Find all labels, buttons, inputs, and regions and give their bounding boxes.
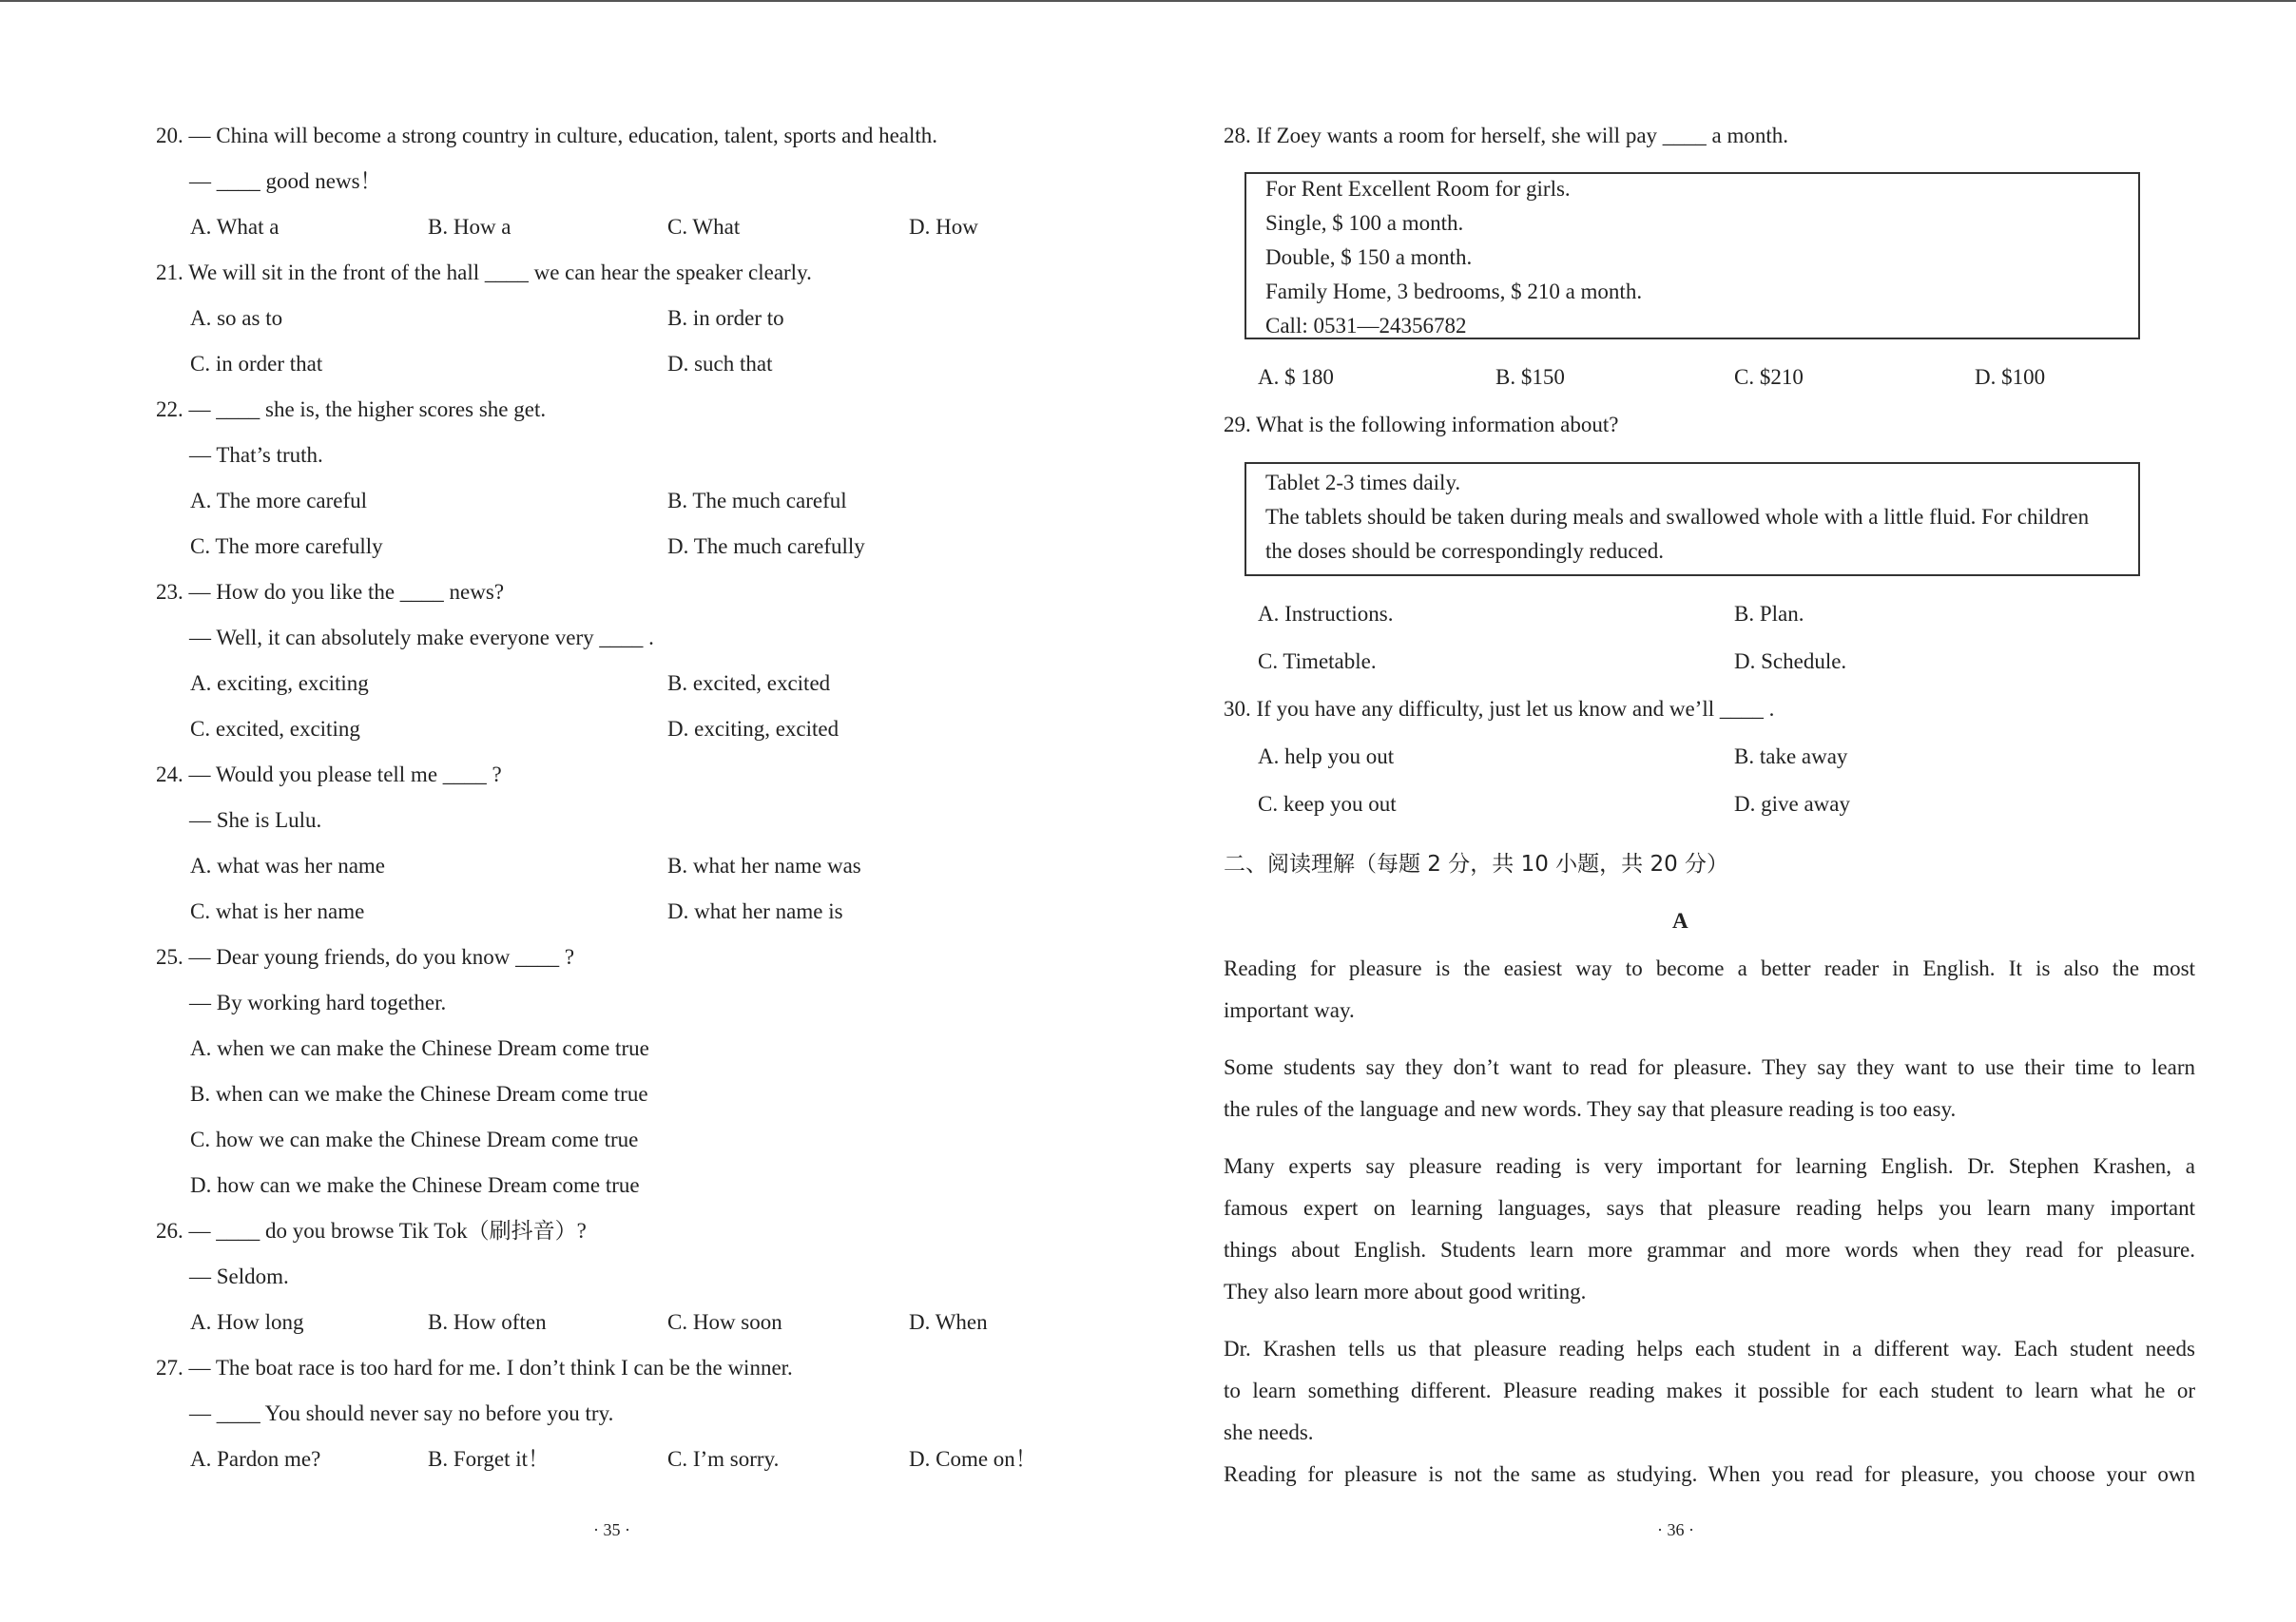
question-30-option-b: B. take away	[1734, 744, 1848, 768]
rent-notice-line: Single, $ 100 a month.	[1265, 211, 1464, 235]
question-27-reply: — ____ You should never say no before you try.	[189, 1401, 614, 1425]
question-20-stem: 20. — China will become a strong country in culture, education, talent, sports and health.	[156, 124, 938, 147]
paragraph-line: she needs.	[1224, 1420, 1314, 1444]
question-21-option-a: A. so as to	[190, 306, 283, 330]
question-24-option-d: D. what her name is	[667, 899, 843, 923]
question-27-option-a: A. Pardon me?	[190, 1447, 321, 1471]
rent-notice-line: Call: 0531—24356782	[1265, 314, 1467, 338]
question-20-option-d: D. How	[909, 215, 978, 239]
paragraph-line: Reading for pleasure is not the same as studying. When you read for pleasure, you choose your own	[1224, 1462, 2195, 1486]
medicine-instructions-line: Tablet 2-3 times daily.	[1265, 471, 1461, 494]
paragraph-line: They also learn more about good writing.	[1224, 1280, 1587, 1303]
question-25-option-c: C. how we can make the Chinese Dream come true	[190, 1128, 639, 1151]
question-28-option-a: A. $ 180	[1258, 365, 1334, 389]
question-20-option-b: B. How a	[428, 215, 511, 239]
paragraph-line: to learn something different. Pleasure reading makes it possible for each student to learn what he or	[1224, 1379, 2195, 1402]
question-27-option-d: D. Come on！	[909, 1447, 1037, 1471]
medicine-instructions-box	[1244, 462, 2140, 576]
question-25-option-a: A. when we can make the Chinese Dream come true	[190, 1036, 649, 1060]
question-25-option-d: D. how can we make the Chinese Dream come true	[190, 1173, 640, 1197]
question-29-stem: 29. What is the following information about?	[1224, 413, 1619, 436]
page-36	[1148, 0, 2296, 1622]
question-21-option-c: C. in order that	[190, 352, 323, 376]
question-27-stem: 27. — The boat race is too hard for me. I don’t think I can be the winner.	[156, 1356, 793, 1380]
question-21-option-d: D. such that	[667, 352, 773, 376]
question-23-option-d: D. exciting, excited	[667, 717, 839, 741]
question-29-option-a: A. Instructions.	[1258, 602, 1394, 626]
paragraph-line: Reading for pleasure is the easiest way to become a better reader in English. It is also the most	[1224, 956, 2195, 980]
paragraph-line: Many experts say pleasure reading is very important for learning English. Dr. Stephen Krashen, a	[1224, 1154, 2195, 1178]
paragraph-line: Some students say they don’t want to read for pleasure. They say they want to use their time to learn	[1224, 1055, 2195, 1079]
question-26-option-c: C. How soon	[667, 1310, 782, 1334]
passage-label: A	[1672, 909, 1688, 933]
question-27-option-c: C. I’m sorry.	[667, 1447, 780, 1471]
paragraph-line: famous expert on learning languages, says that pleasure reading helps you learn many important	[1224, 1196, 2195, 1220]
question-27-option-b: B. Forget it！	[428, 1447, 550, 1471]
question-23-option-b: B. excited, excited	[667, 671, 831, 695]
question-22-option-c: C. The more carefully	[190, 534, 383, 558]
question-28-stem: 28. If Zoey wants a room for herself, she will pay ____ a month.	[1224, 124, 1789, 147]
question-26-reply: — Seldom.	[189, 1265, 289, 1288]
question-21-stem: 21. We will sit in the front of the hall ____ we can hear the speaker clearly.	[156, 261, 812, 284]
medicine-instructions-line: the doses should be correspondingly reduced.	[1265, 539, 1665, 563]
question-26-option-d: D. When	[909, 1310, 988, 1334]
question-28-option-d: D. $100	[1975, 365, 2046, 389]
question-29-option-d: D. Schedule.	[1734, 649, 1847, 673]
question-25-option-b: B. when can we make the Chinese Dream come true	[190, 1082, 648, 1106]
question-30-stem: 30. If you have any difficulty, just let us know and we’ll ____ .	[1224, 697, 1775, 721]
paragraph-line: Dr. Krashen tells us that pleasure reading helps each student in a different way. Each student needs	[1224, 1337, 2195, 1361]
rent-notice-line: Double, $ 150 a month.	[1265, 245, 1473, 269]
question-30-option-d: D. give away	[1734, 792, 1850, 816]
section-title-reading: 二、阅读理解（每题 2 分，共 10 小题，共 20 分）	[1224, 852, 1729, 877]
question-28-option-c: C. $210	[1734, 365, 1804, 389]
question-22-reply: — That’s truth.	[189, 443, 323, 467]
question-29-option-c: C. Timetable.	[1258, 649, 1377, 673]
question-22-option-b: B. The much careful	[667, 489, 847, 512]
paragraph-line: the rules of the language and new words. They say that pleasure reading is too easy.	[1224, 1097, 1957, 1121]
question-23-stem: 23. — How do you like the ____ news?	[156, 580, 505, 604]
question-24-option-c: C. what is her name	[190, 899, 365, 923]
question-22-option-d: D. The much carefully	[667, 534, 865, 558]
question-25-stem: 25. — Dear young friends, do you know ____ ?	[156, 945, 575, 969]
question-24-reply: — She is Lulu.	[189, 808, 322, 832]
page-number-35: · 35 ·	[593, 1520, 630, 1539]
question-20-reply: — ____ good news！	[189, 169, 382, 193]
paragraph-line: things about English. Students learn more grammar and more words when they read for pleasure.	[1224, 1238, 2195, 1262]
rent-notice-line: Family Home, 3 bedrooms, $ 210 a month.	[1265, 280, 1643, 303]
question-24-option-a: A. what was her name	[190, 854, 386, 878]
question-29-option-b: B. Plan.	[1734, 602, 1804, 626]
question-28-option-b: B. $150	[1495, 365, 1565, 389]
question-23-reply: — Well, it can absolutely make everyone very ____ .	[189, 626, 654, 649]
question-26-stem: 26. — ____ do you browse Tik Tok（刷抖音）?	[156, 1219, 587, 1243]
question-30-option-c: C. keep you out	[1258, 792, 1397, 816]
question-24-option-b: B. what her name was	[667, 854, 861, 878]
question-24-stem: 24. — Would you please tell me ____ ?	[156, 763, 502, 786]
question-22-option-a: A. The more careful	[190, 489, 368, 512]
question-22-stem: 22. — ____ she is, the higher scores she get.	[156, 397, 547, 421]
question-25-reply: — By working hard together.	[189, 991, 447, 1014]
question-26-option-b: B. How often	[428, 1310, 547, 1334]
question-30-option-a: A. help you out	[1258, 744, 1395, 768]
question-20-option-c: C. What	[667, 215, 741, 239]
rent-notice-box	[1244, 172, 2140, 339]
medicine-instructions-line: The tablets should be taken during meals and swallowed whole with a little fluid. For children	[1265, 505, 2090, 529]
question-20-option-a: A. What a	[190, 215, 280, 239]
question-23-option-c: C. excited, exciting	[190, 717, 360, 741]
paragraph-line: important way.	[1224, 998, 1355, 1022]
question-21-option-b: B. in order to	[667, 306, 784, 330]
page-number-36: · 36 ·	[1657, 1520, 1694, 1539]
rent-notice-line: For Rent Excellent Room for girls.	[1265, 177, 1571, 201]
question-26-option-a: A. How long	[190, 1310, 304, 1334]
question-23-option-a: A. exciting, exciting	[190, 671, 369, 695]
